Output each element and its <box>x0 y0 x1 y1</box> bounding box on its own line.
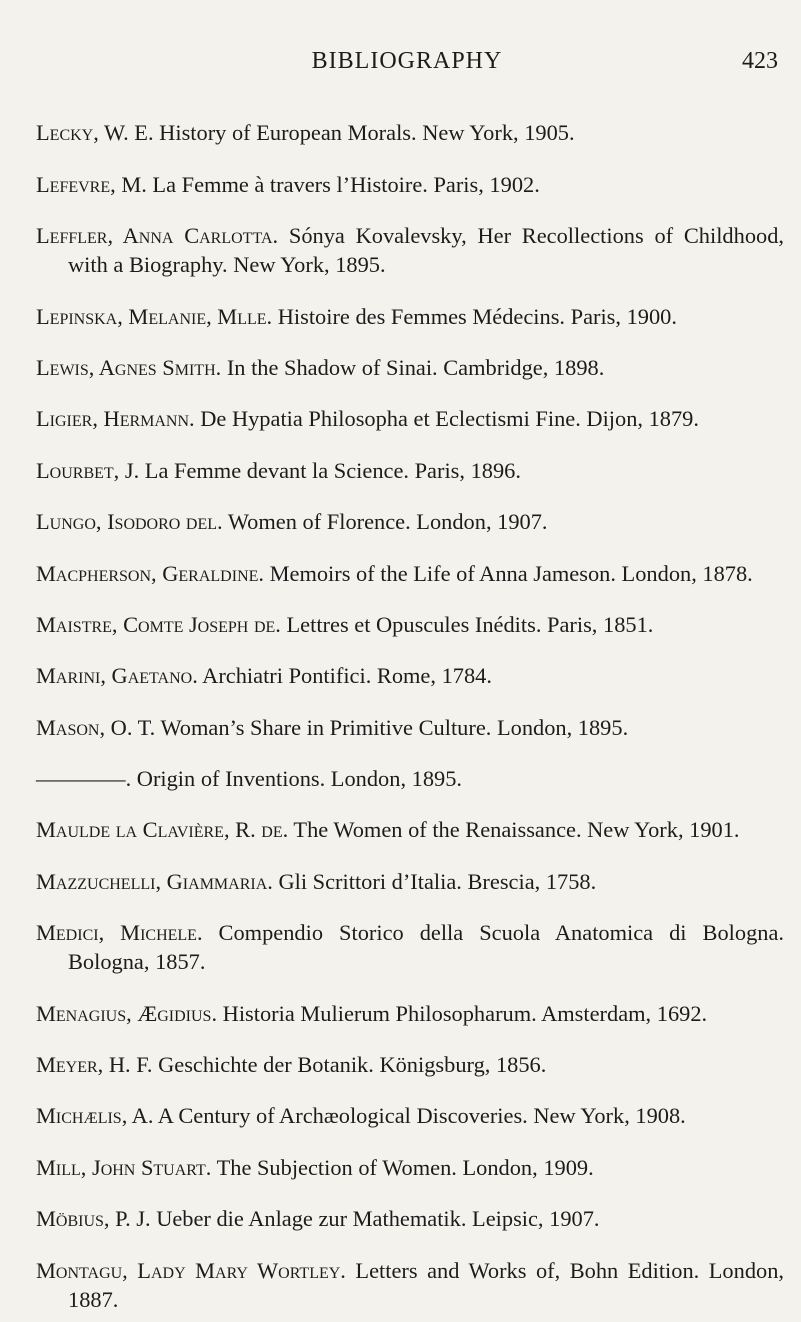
bibliography-entry <box>36 170 784 199</box>
bibliography-entry <box>36 302 784 331</box>
entry-author: Mazzuchelli, Giammaria. <box>36 868 273 894</box>
entry-author: Lefevre, M. <box>36 171 147 197</box>
entry-author: Lewis, Agnes Smith. <box>36 354 222 380</box>
entry-text: Compendio Storico della Scuola Anatomica di Bologna. Bologna, 1857. <box>68 920 784 975</box>
bibliography-entry <box>36 610 784 639</box>
bibliography-entry <box>36 815 784 844</box>
entry-author: Ligier, Hermann. <box>36 406 195 432</box>
entry-text: Woman’s Share in Primitive Culture. London, 1895. <box>155 714 629 740</box>
bibliography-entry <box>36 661 784 690</box>
entry-author: Menagius, Ægidius. <box>36 1000 218 1026</box>
entry-author: Mill, John Stuart. <box>36 1154 212 1180</box>
entry-text: Origin of Inventions. London, 1895. <box>131 766 463 792</box>
entry-text: The Subjection of Women. London, 1909. <box>211 1154 594 1180</box>
bibliography-entry <box>36 559 784 588</box>
bibliography-entry <box>36 764 784 793</box>
bibliography-entry <box>36 221 784 279</box>
bibliography-list <box>36 96 784 1322</box>
entry-text: A Century of Archæological Discoveries. New York, 1908. <box>153 1103 686 1129</box>
entry-text: Historia Mulierum Philosopharum. Amsterdam, 1692. <box>217 1000 708 1026</box>
entry-author: Mason, O. T. <box>36 714 156 740</box>
bibliography-entry <box>36 1050 784 1079</box>
entry-text: History of European Morals. New York, 1905. <box>153 120 575 146</box>
entry-author: Meyer, H. F. <box>36 1052 153 1078</box>
entry-text: Geschichte der Botanik. Königsburg, 1856. <box>152 1052 547 1078</box>
entry-author: Montagu, Lady Mary Wortley. <box>36 1257 346 1283</box>
bibliography-entry <box>36 353 784 382</box>
entry-text: In the Shadow of Sinai. Cambridge, 1898. <box>221 354 605 380</box>
bibliography-entry <box>36 867 784 896</box>
bibliography-entry <box>36 918 784 976</box>
page-title: BIBLIOGRAPHY <box>311 48 503 74</box>
entry-author: Michælis, A. <box>36 1103 154 1129</box>
entry-author: Lepinska, Melanie, Mlle. <box>36 303 273 329</box>
entry-author: Lecky, W. E. <box>36 120 154 146</box>
page-header <box>36 46 778 80</box>
entry-text: Archiatri Pontifici. Rome, 1784. <box>197 663 492 689</box>
bibliography-entry <box>36 456 784 485</box>
entry-text: De Hypatia Philosopha et Eclectismi Fine. Dijon, 1879. <box>194 406 699 432</box>
entry-text: Sónya Kovalevsky, Her Recollections of Childhood, with a Biography. New York, 1895. <box>68 223 784 278</box>
bibliography-entry <box>36 118 784 147</box>
entry-text: Lettres et Opuscules Inédits. Paris, 1851. <box>280 611 654 637</box>
entry-text: Women of Florence. London, 1907. <box>222 509 548 535</box>
entry-author: Macpherson, Geraldine. <box>36 560 264 586</box>
entry-text: Memoirs of the Life of Anna Jameson. London, 1878. <box>264 560 753 586</box>
entry-text: The Women of the Renaissance. New York, 1901. <box>288 817 740 843</box>
bibliography-entry <box>36 404 784 433</box>
entry-author: Lourbet, J. <box>36 457 140 483</box>
entry-text: Histoire des Femmes Médecins. Paris, 1900. <box>272 303 677 329</box>
bibliography-entry <box>36 999 784 1028</box>
entry-author: Medici, Michele. <box>36 920 203 946</box>
bibliography-entry <box>36 1204 784 1233</box>
entry-text: La Femme devant la Science. Paris, 1896. <box>139 457 521 483</box>
entry-text: Letters and Works of, Bohn Edition. London, 1887. <box>68 1257 785 1312</box>
entry-author: Maulde la Clavière, R. de. <box>36 817 289 843</box>
entry-text: Ueber die Anlage zur Mathematik. Leipsic, 1907. <box>150 1206 600 1232</box>
bibliography-entry <box>36 713 784 742</box>
bibliography-entry <box>36 1256 784 1314</box>
entry-author: Leffler, Anna Carlotta. <box>36 223 279 249</box>
entry-author: Möbius, P. J. <box>36 1206 151 1232</box>
bibliography-entry <box>36 1101 784 1130</box>
entry-author: Marini, Gaetano. <box>36 663 198 689</box>
bibliography-entry <box>36 1153 784 1182</box>
entry-author: Maistre, Comte Joseph de. <box>36 611 281 637</box>
page-number: 423 <box>742 48 778 74</box>
bibliography-entry <box>36 507 784 536</box>
entry-text: Gli Scrittori d’Italia. Brescia, 1758. <box>272 868 597 894</box>
entry-text: La Femme à travers l’Histoire. Paris, 1902. <box>146 171 540 197</box>
entry-ditto-dash: ————. <box>36 766 132 792</box>
entry-author: Lungo, Isodoro del. <box>36 509 223 535</box>
